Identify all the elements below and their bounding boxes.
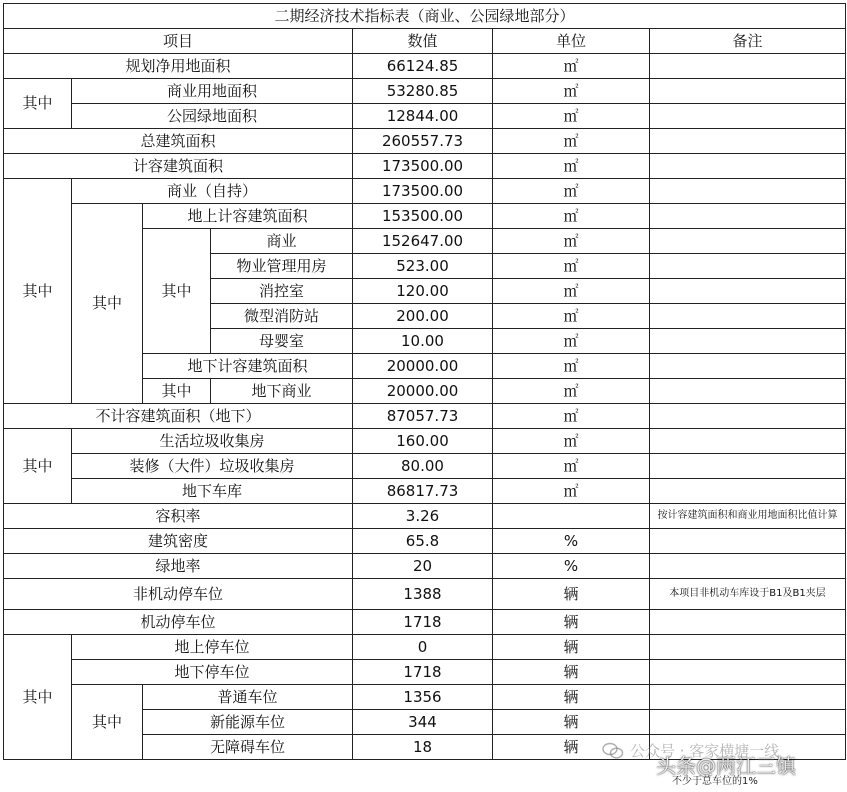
row-unit: ㎡ bbox=[493, 229, 650, 254]
row-label: 商业（自持） bbox=[72, 179, 353, 204]
row-note bbox=[650, 79, 846, 104]
group-label: 其中 bbox=[4, 79, 72, 129]
header-value: 数值 bbox=[353, 29, 493, 54]
row-note: 本项目非机动车库设于B1及B1夹层 bbox=[650, 579, 846, 610]
row-label: 商业用地面积 bbox=[72, 79, 353, 104]
row-note bbox=[650, 204, 846, 229]
header-row bbox=[4, 29, 846, 54]
row-label: 地上计容建筑面积 bbox=[143, 204, 353, 229]
row-value: 20000.00 bbox=[353, 379, 493, 404]
row-note bbox=[650, 454, 846, 479]
row-unit: ㎡ bbox=[493, 129, 650, 154]
row-value: 1388 bbox=[353, 579, 493, 610]
row-label: 地下计容建筑面积 bbox=[143, 354, 353, 379]
row-unit: ㎡ bbox=[493, 104, 650, 129]
title-row bbox=[4, 4, 846, 29]
row-label: 地下停车位 bbox=[72, 660, 353, 685]
table-row bbox=[4, 554, 846, 579]
row-note bbox=[650, 735, 846, 760]
row-label: 商业 bbox=[211, 229, 353, 254]
row-unit: ㎡ bbox=[493, 79, 650, 104]
row-unit: ㎡ bbox=[493, 329, 650, 354]
header-unit: 单位 bbox=[493, 29, 650, 54]
row-unit: 辆 bbox=[493, 660, 650, 685]
table-row bbox=[4, 529, 846, 554]
row-value: 1718 bbox=[353, 660, 493, 685]
group-label: 其中 bbox=[4, 635, 72, 760]
table-row bbox=[4, 579, 846, 610]
table-row bbox=[4, 154, 846, 179]
row-note: 按计容建筑面积和商业用地面积比值计算 bbox=[650, 504, 846, 529]
row-value: 65.8 bbox=[353, 529, 493, 554]
row-label: 规划净用地面积 bbox=[4, 54, 353, 79]
row-value: 173500.00 bbox=[353, 154, 493, 179]
row-value: 18 bbox=[353, 735, 493, 760]
row-value: 86817.73 bbox=[353, 479, 493, 504]
table-row bbox=[4, 104, 846, 129]
row-unit: ㎡ bbox=[493, 254, 650, 279]
row-unit: ㎡ bbox=[493, 404, 650, 429]
row-unit: ㎡ bbox=[493, 154, 650, 179]
row-note bbox=[650, 329, 846, 354]
row-note bbox=[650, 660, 846, 685]
table-row bbox=[4, 129, 846, 154]
group-label: 其中 bbox=[143, 379, 211, 404]
row-note bbox=[650, 554, 846, 579]
row-value: 20 bbox=[353, 554, 493, 579]
row-label: 消控室 bbox=[211, 279, 353, 304]
row-unit: ㎡ bbox=[493, 279, 650, 304]
row-value: 173500.00 bbox=[353, 179, 493, 204]
table-row bbox=[4, 454, 846, 479]
row-value: 10.00 bbox=[353, 329, 493, 354]
row-value: 120.00 bbox=[353, 279, 493, 304]
header-item: 项目 bbox=[4, 29, 353, 54]
row-value: 87057.73 bbox=[353, 404, 493, 429]
row-note bbox=[650, 254, 846, 279]
header-note: 备注 bbox=[650, 29, 846, 54]
row-note bbox=[650, 429, 846, 454]
row-label: 母婴室 bbox=[211, 329, 353, 354]
row-note bbox=[650, 104, 846, 129]
table-row bbox=[4, 204, 846, 229]
row-value: 3.26 bbox=[353, 504, 493, 529]
row-value: 152647.00 bbox=[353, 229, 493, 254]
row-label: 生活垃圾收集房 bbox=[72, 429, 353, 454]
row-note bbox=[650, 179, 846, 204]
row-label: 计容建筑面积 bbox=[4, 154, 353, 179]
table-row bbox=[4, 660, 846, 685]
row-unit: ㎡ bbox=[493, 429, 650, 454]
row-label: 公园绿地面积 bbox=[72, 104, 353, 129]
row-note bbox=[650, 129, 846, 154]
group-label: 其中 bbox=[72, 685, 143, 760]
row-unit: 辆 bbox=[493, 610, 650, 635]
row-note bbox=[650, 479, 846, 504]
row-label: 总建筑面积 bbox=[4, 129, 353, 154]
row-note bbox=[650, 404, 846, 429]
row-note bbox=[650, 54, 846, 79]
row-note-accessible: 不少于总车位的1% bbox=[672, 776, 758, 787]
row-note bbox=[650, 685, 846, 710]
table-row bbox=[4, 635, 846, 660]
row-label: 普通车位 bbox=[143, 685, 353, 710]
row-value: 200.00 bbox=[353, 304, 493, 329]
table-row bbox=[4, 54, 846, 79]
economic-indicator-table bbox=[3, 3, 846, 760]
row-value: 0 bbox=[353, 635, 493, 660]
row-value: 160.00 bbox=[353, 429, 493, 454]
row-unit: ㎡ bbox=[493, 354, 650, 379]
row-unit: ㎡ bbox=[493, 454, 650, 479]
row-value: 1356 bbox=[353, 685, 493, 710]
row-label: 绿地率 bbox=[4, 554, 353, 579]
row-unit: 辆 bbox=[493, 735, 650, 760]
row-value: 260557.73 bbox=[353, 129, 493, 154]
row-note bbox=[650, 710, 846, 735]
table-row bbox=[4, 79, 846, 104]
row-unit: 辆 bbox=[493, 710, 650, 735]
row-note bbox=[650, 154, 846, 179]
row-value: 66124.85 bbox=[353, 54, 493, 79]
row-label: 地下商业 bbox=[211, 379, 353, 404]
group-label: 其中 bbox=[143, 229, 211, 354]
row-label: 建筑密度 bbox=[4, 529, 353, 554]
row-unit: ㎡ bbox=[493, 179, 650, 204]
table-row bbox=[4, 685, 846, 710]
row-value: 53280.85 bbox=[353, 79, 493, 104]
row-unit: % bbox=[493, 554, 650, 579]
table-row bbox=[4, 610, 846, 635]
row-unit: 辆 bbox=[493, 685, 650, 710]
row-value: 20000.00 bbox=[353, 354, 493, 379]
table-row bbox=[4, 479, 846, 504]
row-unit: ㎡ bbox=[493, 304, 650, 329]
row-label: 微型消防站 bbox=[211, 304, 353, 329]
table-row bbox=[4, 179, 846, 204]
row-label: 无障碍车位 bbox=[143, 735, 353, 760]
row-unit: 辆 bbox=[493, 635, 650, 660]
row-label: 物业管理用房 bbox=[211, 254, 353, 279]
table-title: 二期经济技术指标表（商业、公园绿地部分） bbox=[4, 4, 846, 29]
group-label: 其中 bbox=[4, 179, 72, 404]
row-note bbox=[650, 529, 846, 554]
row-unit: ㎡ bbox=[493, 204, 650, 229]
group-label: 其中 bbox=[72, 204, 143, 404]
row-note bbox=[650, 354, 846, 379]
row-value: 1718 bbox=[353, 610, 493, 635]
row-label: 容积率 bbox=[4, 504, 353, 529]
row-unit: ㎡ bbox=[493, 379, 650, 404]
row-label: 装修（大件）垃圾收集房 bbox=[72, 454, 353, 479]
row-unit bbox=[493, 504, 650, 529]
row-unit: ㎡ bbox=[493, 54, 650, 79]
row-unit: 辆 bbox=[493, 579, 650, 610]
table-row bbox=[4, 429, 846, 454]
row-note bbox=[650, 635, 846, 660]
row-unit: % bbox=[493, 529, 650, 554]
row-note bbox=[650, 610, 846, 635]
row-value: 80.00 bbox=[353, 454, 493, 479]
table-row bbox=[4, 404, 846, 429]
row-label: 新能源车位 bbox=[143, 710, 353, 735]
row-note bbox=[650, 229, 846, 254]
row-label: 非机动停车位 bbox=[4, 579, 353, 610]
row-value: 344 bbox=[353, 710, 493, 735]
row-value: 523.00 bbox=[353, 254, 493, 279]
table-row bbox=[4, 504, 846, 529]
watermark-public-account: 公众号 · 客家横塘一线 bbox=[630, 742, 780, 760]
row-label: 不计容建筑面积（地下） bbox=[4, 404, 353, 429]
row-note bbox=[650, 279, 846, 304]
row-unit: ㎡ bbox=[493, 479, 650, 504]
group-label: 其中 bbox=[4, 429, 72, 504]
watermark-toutiao: 头条@两江三镇 bbox=[656, 754, 796, 778]
row-label: 地下车库 bbox=[72, 479, 353, 504]
row-label: 机动停车位 bbox=[4, 610, 353, 635]
row-label: 地上停车位 bbox=[72, 635, 353, 660]
row-note bbox=[650, 304, 846, 329]
row-note bbox=[650, 379, 846, 404]
row-value: 12844.00 bbox=[353, 104, 493, 129]
row-value: 153500.00 bbox=[353, 204, 493, 229]
